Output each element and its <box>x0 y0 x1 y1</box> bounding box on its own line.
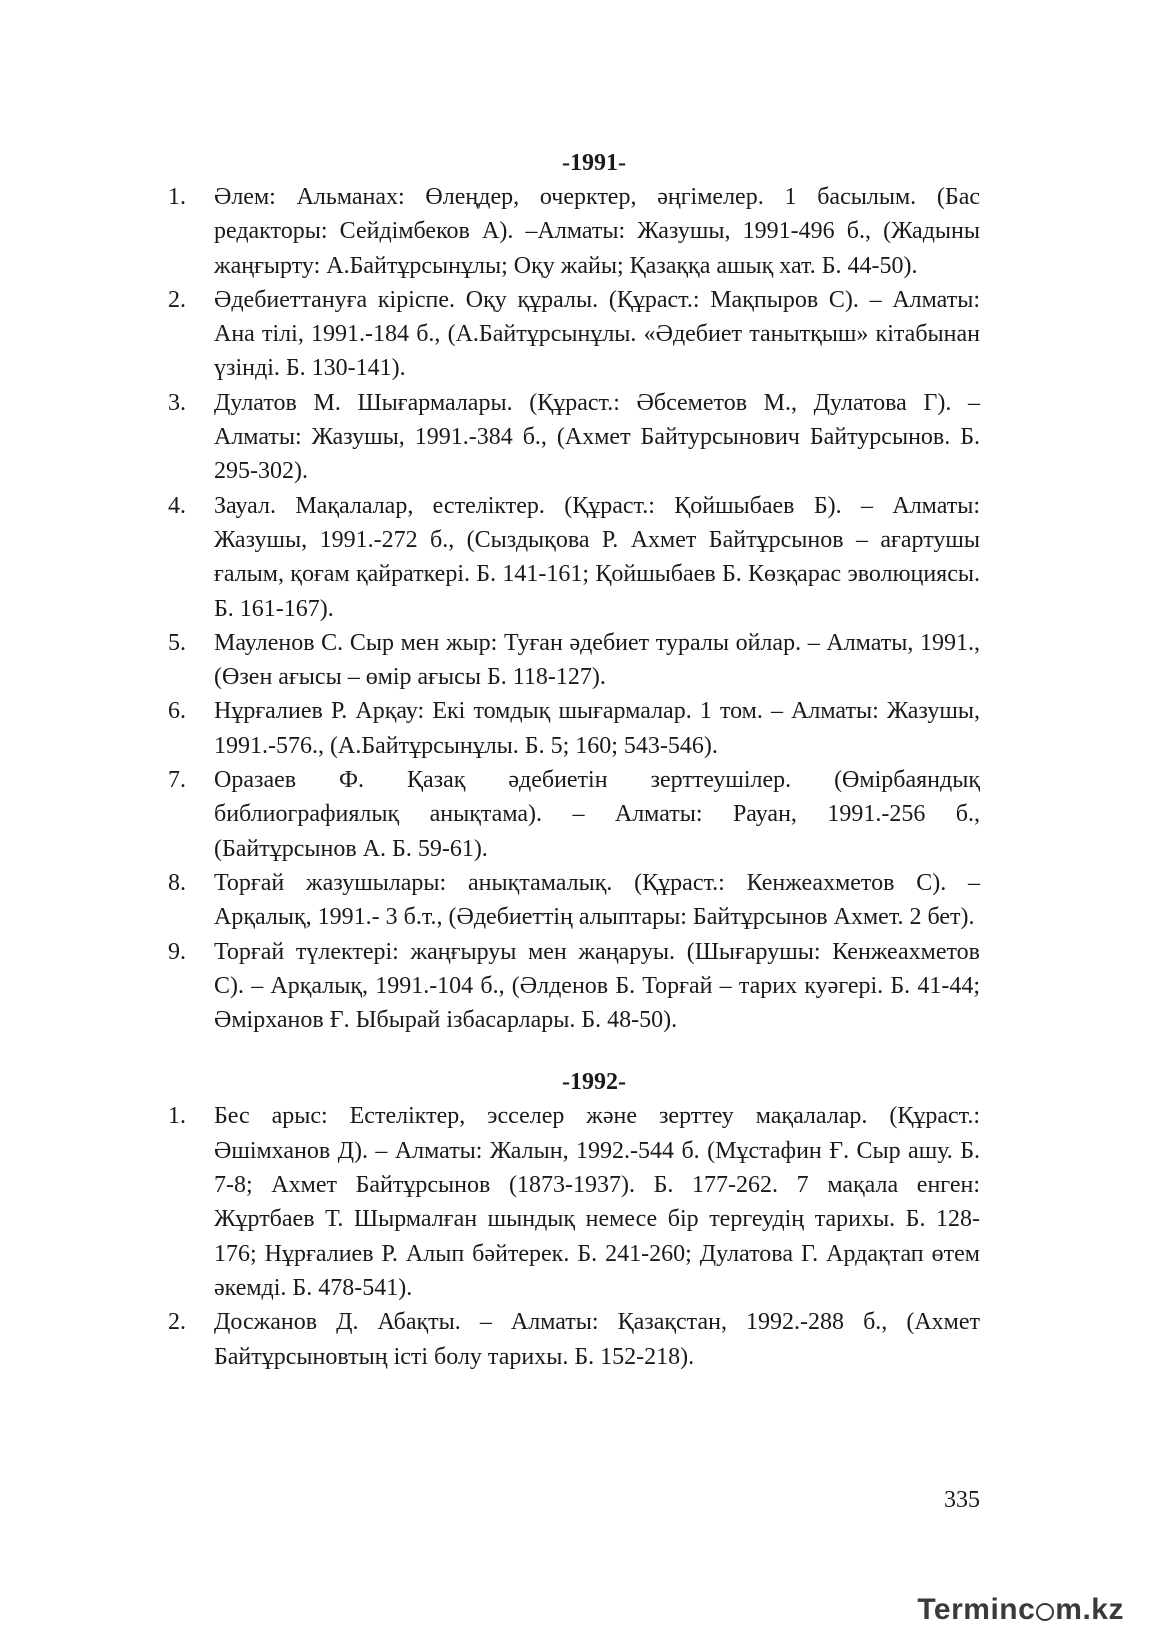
entry-text: Дулатов М. Шығармалары. (Құраст.: Әбсеметов М., Дулатова Г). – Алматы: Жазушы, 1991.-384 б., (Ахмет Байтурсынович Байтурсынов. Б. 295-302). <box>214 389 980 485</box>
entry-list-1992 <box>168 1099 980 1373</box>
watermark-text-start: Terminc <box>917 1593 1036 1626</box>
entry-number: 9. <box>168 938 186 965</box>
entry-list-1991 <box>168 180 980 1037</box>
entry-number: 1. <box>168 1103 186 1130</box>
list-item <box>168 1099 980 1305</box>
entry-text: Мауленов С. Сыр мен жыр: Туған әдебиет туралы ойлар. – Алматы, 1991., (Өзен ағысы – өмір ағысы Б. 118-127). <box>214 629 980 691</box>
entry-number: 1. <box>168 184 186 210</box>
list-item <box>168 1305 980 1374</box>
entry-number: 2. <box>168 1309 186 1336</box>
section-heading-1992: -1992- <box>562 1069 626 1096</box>
section-heading-1991: -1991- <box>562 150 626 176</box>
entry-text: Нұрғалиев Р. Арқау: Екі томдық шығармалар. 1 том. – Алматы: Жазушы, 1991.-576., (А.Байтұрсынұлы. Б. 5; 160; 543-546). <box>214 698 980 759</box>
list-item <box>168 694 980 763</box>
entry-text: Торғай түлектері: жаңғыруы мен жаңаруы. (Шығарушы: Кенжеахметов С). – Арқалық, 1991.-104 б., (Әлденов Б. Торғай – тарих куәгері. Б. 41-44; Әмірханов Ғ. Ыбырай ізбасарлары. Б. 48-50). <box>214 938 980 1034</box>
entry-number: 5. <box>168 629 186 656</box>
magnifier-icon <box>1036 1603 1054 1621</box>
entry-text: Оразаев Ф. Қазақ әдебиетін зерттеушілер. (Өмірбаяндық библиографиялық анықтама). – Алматы: Рауан, 1991.-256 б., (Байтұрсынов А. Б. 59-61). <box>214 767 980 862</box>
list-item <box>168 626 980 695</box>
entry-number: 7. <box>168 767 186 794</box>
list-item <box>168 763 980 866</box>
entry-text: Зауал. Мақалалар, естеліктер. (Құраст.: Қойшыбаев Б). – Алматы: Жазушы, 1991.-272 б., (Сыздықова Р. Ахмет Байтұрсынов – ағартушы ғалым, қоғам қайраткері. Б. 141-161; Қойшыбаев Б. Көзқарас эволюциясы. Б. 161-167). <box>214 492 980 622</box>
entry-number: 2. <box>168 286 186 313</box>
entry-text: Әдебиеттануға кіріспе. Оқу құралы. (Құраст.: Мақпыров С). – Алматы: Ана тілі, 1991.-184 б., (А.Байтұрсынұлы. «Әдебиет танытқыш» кітабынан үзінді. Б. 130-141). <box>214 286 980 382</box>
entry-number: 8. <box>168 869 186 896</box>
list-item <box>168 283 980 386</box>
entry-text: Әлем: Альманах: Өлеңдер, очерктер, әңгімелер. 1 басылым. (Бас редакторы: Сейдімбеков А). –Алматы: Жазушы, 1991-496 б., (Жадыны жаңғырту: А.Байтұрсынұлы; Оқу жайы; Қазаққа ашық хат. Б. 44-50). <box>214 184 980 279</box>
list-item <box>168 386 980 489</box>
entry-text: Досжанов Д. Абақты. – Алматы: Қазақстан, 1992.-288 б., (Ахмет Байтұрсыновтың істі болу тарихы. Б. 152-218). <box>214 1309 980 1370</box>
list-item <box>168 935 980 1038</box>
entry-number: 3. <box>168 389 186 416</box>
site-watermark <box>917 1593 1124 1627</box>
watermark-text-end: m.kz <box>1055 1593 1124 1626</box>
page-number: 335 <box>944 1487 980 1513</box>
entry-text: Бес арыс: Естеліктер, эсселер және зерттеу мақалалар. (Құраст.: Әшімханов Д). – Алматы: Жалын, 1992.-544 б. (Мұстафин Ғ. Сыр ашу. Б. 7-8; Ахмет Байтұрсынов (1873-1937). Б. 177-262. 7 мақала енген: Жұртбаев Т. Шырмалған шындық немесе бір тергеудің тарихы. Б. 128-176; Нұрғалиев Р. Алып бәйтерек. Б. 241-260; Дулатова Г. Ардақтап өтем әкемді. Б. 478-541). <box>214 1103 980 1301</box>
list-item <box>168 489 980 626</box>
entry-number: 4. <box>168 492 186 519</box>
list-item <box>168 866 980 935</box>
entry-text: Торғай жазушылары: анықтамалық. (Құраст.: Кенжеахметов С). – Арқалық, 1991.- 3 б.т., (Әдебиеттің алыптары: Байтұрсынов Ахмет. 2 бет). <box>214 869 980 931</box>
list-item <box>168 180 980 283</box>
bibliography-page <box>168 146 980 1374</box>
entry-number: 6. <box>168 698 186 725</box>
